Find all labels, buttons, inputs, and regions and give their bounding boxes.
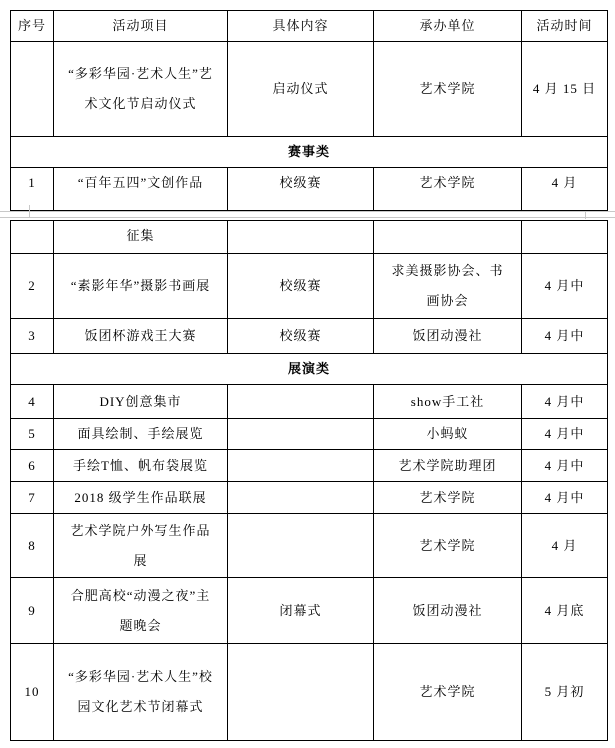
cell-project: 饭团杯游戏王大赛 [54, 319, 228, 354]
cell-time: 4 月 15 日 [522, 42, 608, 137]
cell-content: 校级赛 [228, 254, 374, 319]
table-row [11, 254, 608, 319]
cell-time: 4 月中 [522, 254, 608, 319]
cell-project: “百年五四”文创作品 [54, 168, 228, 211]
column-header-time: 活动时间 [522, 11, 608, 42]
table-row [11, 168, 608, 211]
cell-organizer: 饭团动漫社 [374, 578, 522, 644]
table-row [11, 42, 608, 137]
table-row [11, 385, 608, 419]
section-header-row [11, 137, 608, 168]
cell-seq: 7 [11, 482, 54, 514]
table-row [11, 221, 608, 254]
cell-content [228, 644, 374, 741]
section-header-row [11, 354, 608, 385]
cell-project: “素影年华”摄影书画展 [54, 254, 228, 319]
cell-content [228, 221, 374, 254]
cell-organizer: 艺术学院 [374, 42, 522, 137]
cell-time: 4 月中 [522, 482, 608, 514]
cell-project: DIY创意集市 [54, 385, 228, 419]
cell-project: “多彩华园·艺术人生”校园文化艺术节闭幕式 [54, 644, 228, 741]
cell-seq [11, 221, 54, 254]
cell-project: 征集 [54, 221, 228, 254]
table-header-row [11, 11, 608, 42]
cell-project: 艺术学院户外写生作品展 [54, 514, 228, 578]
cell-project: “多彩华园·艺术人生”艺术文化节启动仪式 [54, 42, 228, 137]
cell-seq: 3 [11, 319, 54, 354]
cell-content [228, 450, 374, 482]
cell-project: 2018 级学生作品联展 [54, 482, 228, 514]
page-break-line [0, 211, 615, 212]
column-header-organizer: 承办单位 [374, 11, 522, 42]
column-header-seq: 序号 [11, 11, 54, 42]
table-row [11, 514, 608, 578]
cell-organizer: 艺术学院 [374, 482, 522, 514]
cell-time: 4 月中 [522, 385, 608, 419]
table-row [11, 482, 608, 514]
activity-table-page-1 [10, 10, 608, 211]
page-edge-tick [585, 211, 586, 219]
table-row [11, 578, 608, 644]
cell-organizer: 艺术学院 [374, 644, 522, 741]
cell-seq: 8 [11, 514, 54, 578]
cell-seq: 4 [11, 385, 54, 419]
cell-project: 面具绘制、手绘展览 [54, 419, 228, 450]
page-break-line [0, 217, 615, 218]
cell-project: 合肥高校“动漫之夜”主题晚会 [54, 578, 228, 644]
table-row [11, 450, 608, 482]
column-header-project: 活动项目 [54, 11, 228, 42]
cell-seq [11, 42, 54, 137]
cell-seq: 9 [11, 578, 54, 644]
cell-content [228, 385, 374, 419]
cell-time: 4 月中 [522, 319, 608, 354]
cell-organizer [374, 221, 522, 254]
cell-content: 校级赛 [228, 319, 374, 354]
cell-project: 手绘T恤、帆布袋展览 [54, 450, 228, 482]
table-row [11, 319, 608, 354]
cell-content [228, 419, 374, 450]
cell-seq: 10 [11, 644, 54, 741]
cell-organizer: 艺术学院助理团 [374, 450, 522, 482]
cell-organizer: 求美摄影协会、书画协会 [374, 254, 522, 319]
cell-organizer: show手工社 [374, 385, 522, 419]
cell-time: 4 月底 [522, 578, 608, 644]
cell-organizer: 艺术学院 [374, 168, 522, 211]
cell-time: 4 月 [522, 514, 608, 578]
cell-content [228, 514, 374, 578]
cell-seq: 1 [11, 168, 54, 211]
table-row [11, 644, 608, 741]
cell-time [522, 221, 608, 254]
table-row [11, 419, 608, 450]
cell-seq: 5 [11, 419, 54, 450]
cell-organizer: 小蚂蚁 [374, 419, 522, 450]
column-header-content: 具体内容 [228, 11, 374, 42]
cell-seq: 2 [11, 254, 54, 319]
cell-organizer: 艺术学院 [374, 514, 522, 578]
cell-time: 4 月中 [522, 419, 608, 450]
section-label: 赛事类 [11, 137, 608, 168]
cell-content: 闭幕式 [228, 578, 374, 644]
cell-content [228, 482, 374, 514]
cell-time: 5 月初 [522, 644, 608, 741]
cell-content: 启动仪式 [228, 42, 374, 137]
activity-table-page-2 [10, 220, 608, 741]
cell-seq: 6 [11, 450, 54, 482]
cell-time: 4 月中 [522, 450, 608, 482]
cell-organizer: 饭团动漫社 [374, 319, 522, 354]
section-label: 展演类 [11, 354, 608, 385]
cell-time: 4 月 [522, 168, 608, 211]
page-edge-tick [29, 205, 30, 218]
cell-content: 校级赛 [228, 168, 374, 211]
